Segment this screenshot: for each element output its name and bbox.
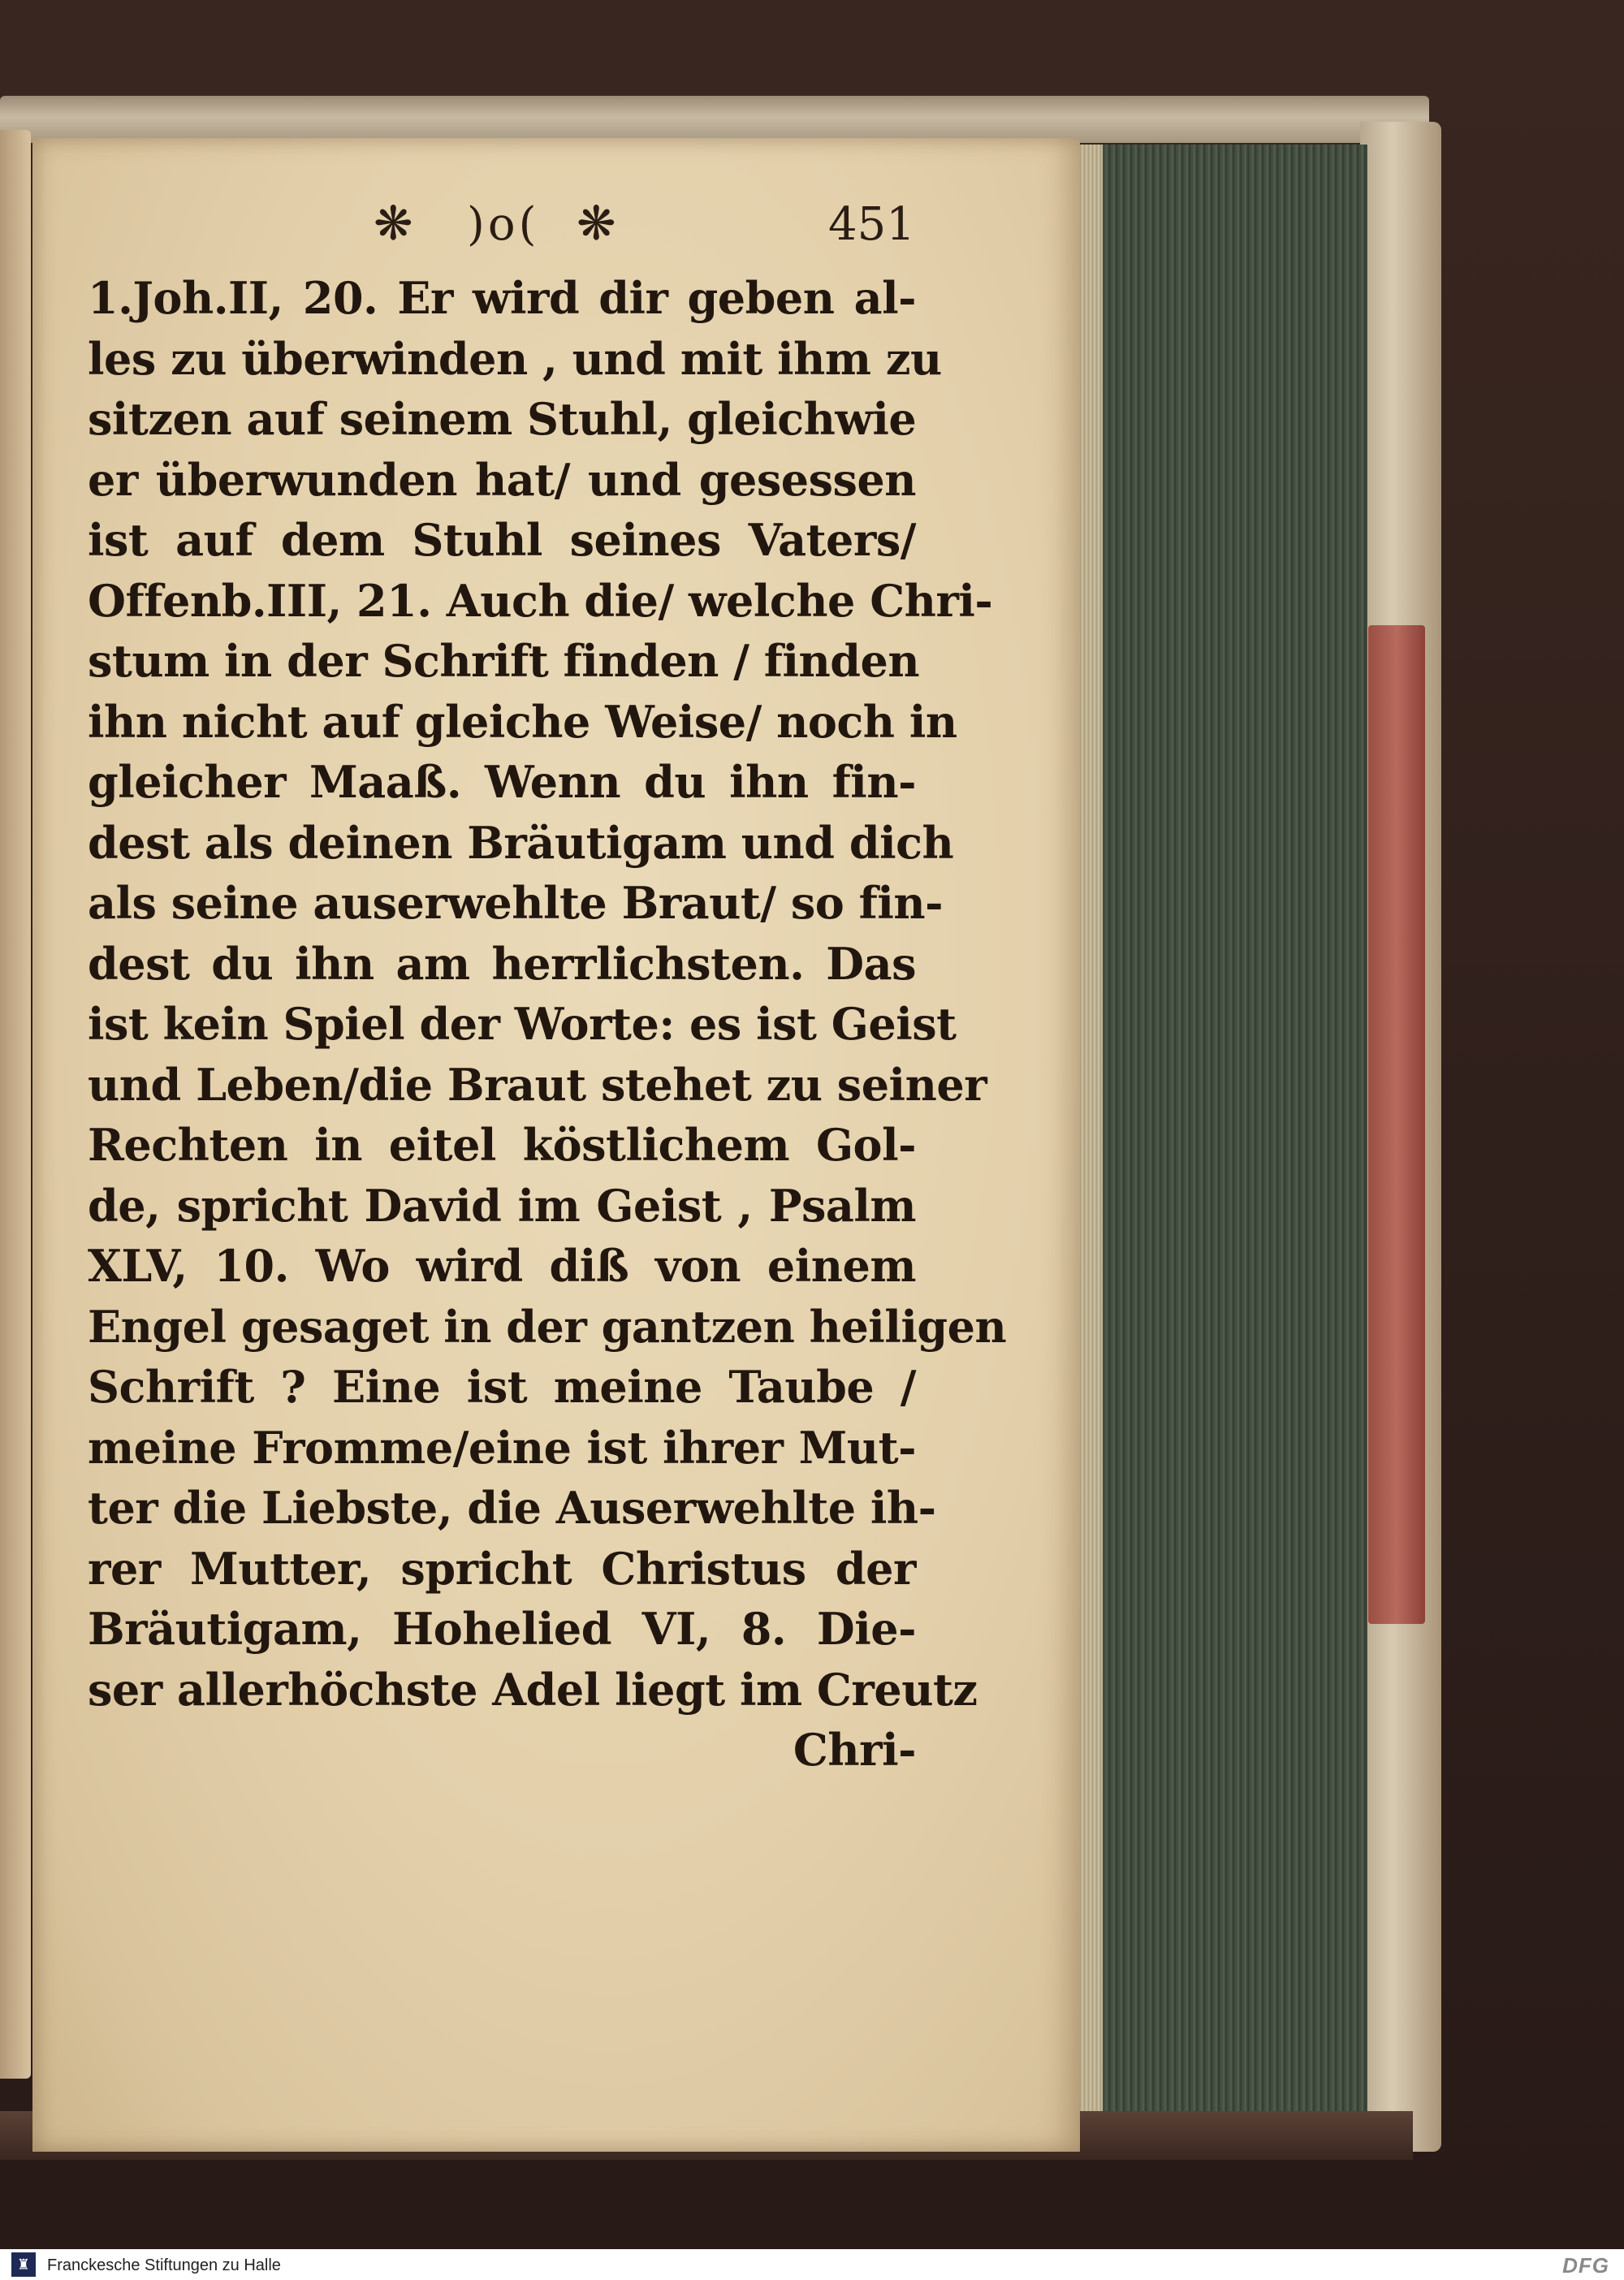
text-line: er überwunden hat/ und gesessen	[88, 453, 916, 506]
page-number: 451	[828, 198, 915, 251]
text-line: meine Fromme/eine ist ihrer Mut-	[88, 1421, 916, 1474]
dfg-logo: DFG	[1562, 2253, 1609, 2278]
page-header	[374, 193, 926, 258]
text-line: dest du ihn am herrlichsten. Das	[88, 937, 916, 990]
body-text	[88, 268, 1007, 1781]
text-line: Rechten in eitel köstlichem Gol-	[88, 1119, 916, 1171]
text-line: ihn nicht auf gleiche Weise/ noch in	[88, 695, 957, 748]
text-line: ter die Liebste, die Auserwehlte ih-	[88, 1482, 936, 1534]
text-line: stum in der Schrift finden / finden	[88, 635, 920, 687]
text-line: und Leben/die Braut stehet zu seiner	[88, 1058, 987, 1111]
text-line: als seine auserwehlte Braut/ so fin-	[88, 877, 944, 929]
text-line: Bräutigam, Hohelied VI, 8. Die-	[88, 1603, 916, 1655]
ornament-left-icon: ❋	[374, 196, 413, 251]
text-line: Offenb.III, 21. Auch die/ welche Chri-	[88, 574, 993, 627]
book-board-top	[0, 96, 1429, 143]
text-line: ser allerhöchste Adel liegt im Creutz	[88, 1663, 978, 1716]
institution-logo-icon: ♜	[11, 2252, 36, 2277]
text-line: 1.Joh.II, 20. Er wird dir geben al-	[88, 272, 916, 324]
left-page-edge	[0, 130, 31, 2079]
text-line: gleicher Maaß. Wenn du ihn fin-	[88, 756, 916, 808]
text-line: dest als deinen Bräutigam und dich	[88, 816, 954, 869]
text-line: XLV, 10. Wo wird diß von einem	[88, 1240, 916, 1292]
text-line: Engel gesaget in der gantzen heiligen	[88, 1300, 1007, 1353]
catchword: Chri-	[793, 1724, 916, 1776]
text-line: de, spricht David im Geist , Psalm	[88, 1179, 916, 1232]
text-line: ist auf dem Stuhl seines Vaters/	[88, 514, 916, 566]
header-mark: )o(	[467, 198, 540, 251]
text-line: Schrift ? Eine ist meine Taube /	[88, 1361, 916, 1413]
page-block-fore-edge	[1070, 145, 1367, 2150]
viewer-footer	[0, 2249, 1624, 2280]
ornament-right-icon: ❋	[577, 196, 616, 251]
text-line: ist kein Spiel der Worte: es ist Geist	[88, 998, 957, 1050]
binding-red-board	[1368, 625, 1425, 1624]
text-line: rer Mutter, spricht Christus der	[88, 1542, 916, 1595]
institution-name: Franckesche Stiftungen zu Halle	[47, 2256, 281, 2274]
text-line: sitzen auf seinem Stuhl, gleichwie	[88, 393, 917, 445]
text-line: les zu überwinden , und mit ihm zu	[88, 332, 942, 385]
